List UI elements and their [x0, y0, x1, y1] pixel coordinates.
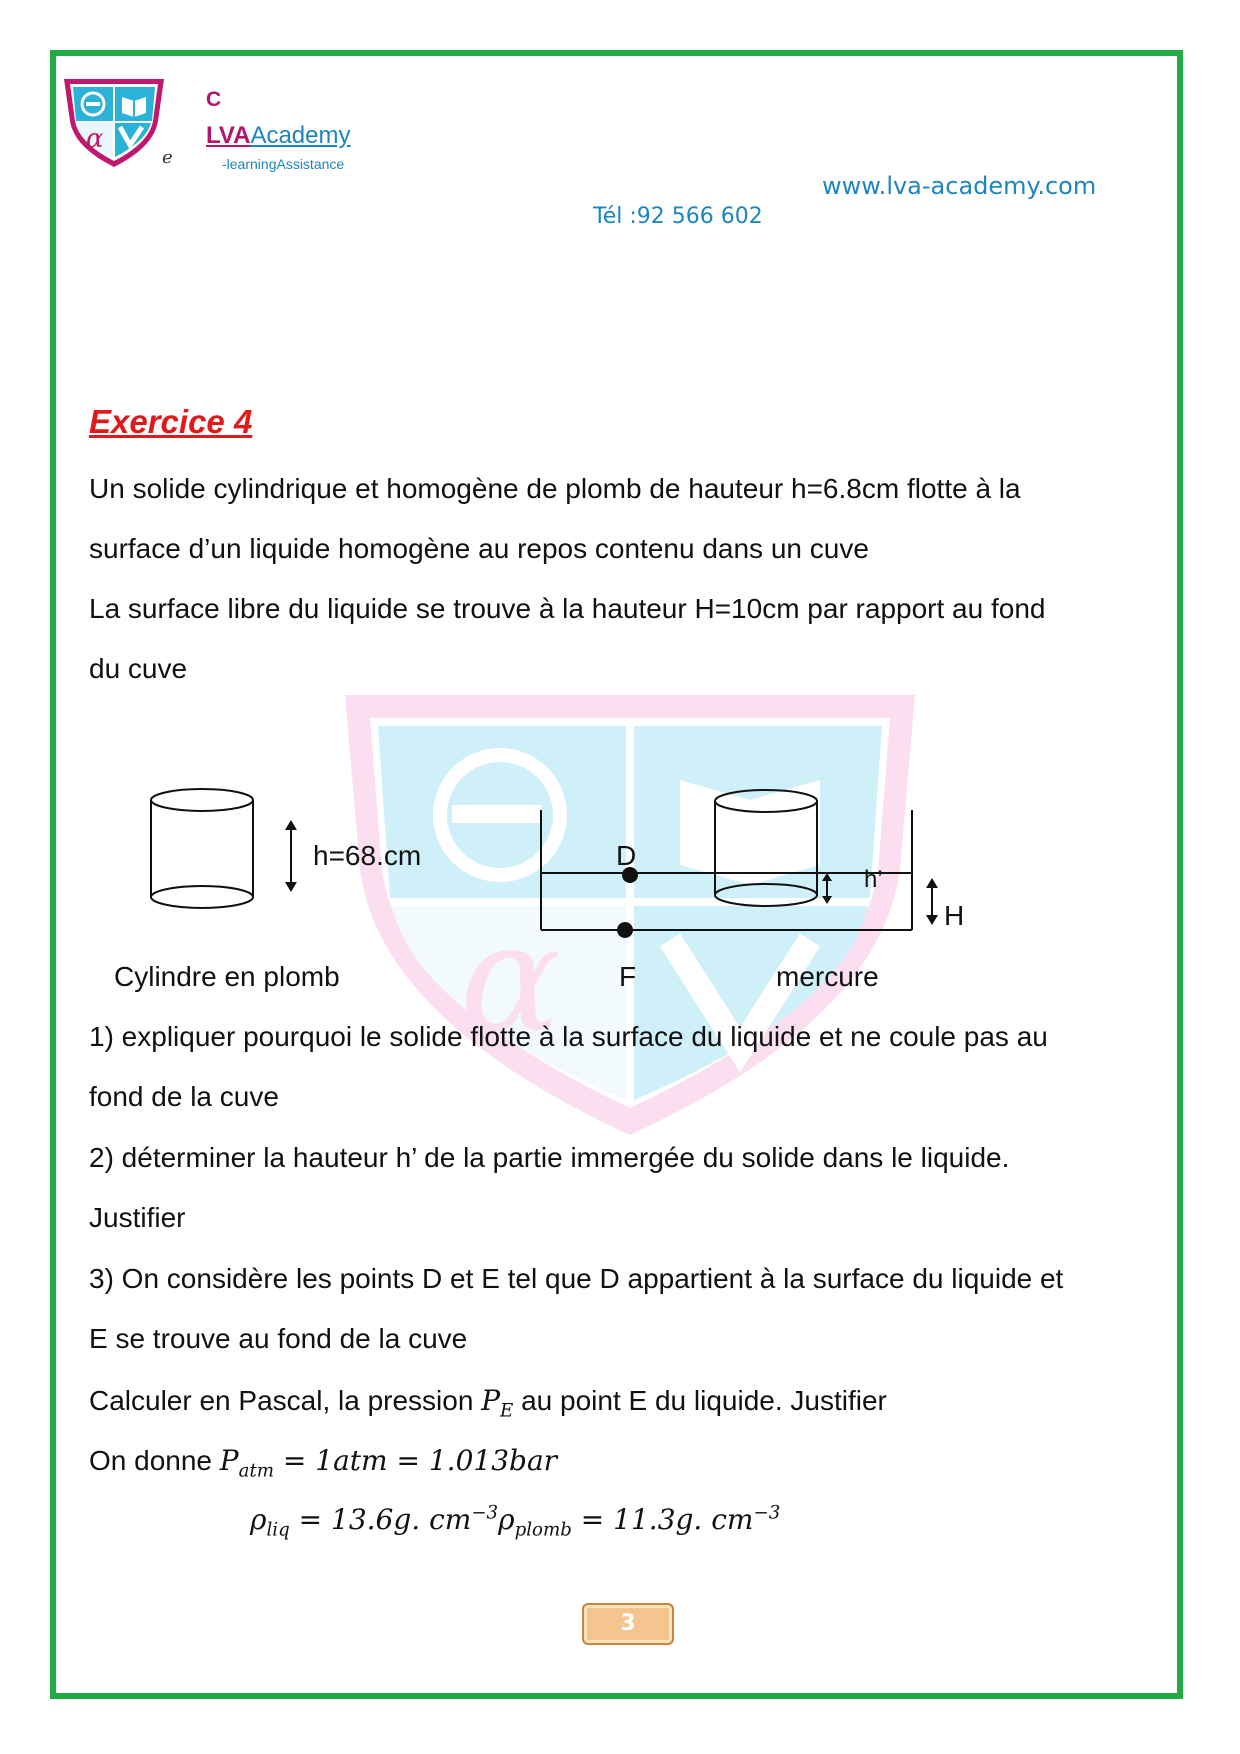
liquid-height-label: H [944, 900, 965, 931]
lva-academy-logo [58, 75, 170, 170]
given-intro: On donne [89, 1445, 220, 1476]
patm-formula [219, 1444, 558, 1482]
rho-plomb-formula [498, 1503, 781, 1541]
liquid-height-arrow [926, 878, 938, 925]
h-prime-label: h’ [864, 866, 883, 893]
q3-text-after: au point E du liquide. Justifier [513, 1385, 887, 1416]
immersed-height-arrow [822, 873, 832, 904]
page-number-badge: 3 [582, 1603, 674, 1645]
exercise-title: Exercice 4 [89, 403, 253, 440]
floating-cylinder-figure [715, 790, 817, 906]
question-3-line-1: 3) On considère les points D et E tel que D appartient à la surface du liquide et [89, 1263, 1064, 1294]
given-density-line [250, 1503, 780, 1541]
question-2-line-2: Justifier [89, 1202, 186, 1233]
statement-line-1: Un solide cylindrique et homogène de plomb de hauteur h=6.8cm flotte à la [89, 473, 1021, 504]
rho-liq-formula [250, 1503, 499, 1541]
rho-liq-value: = 13.6g. cm [289, 1503, 472, 1537]
brand-subtitle: -learningAssistance [222, 156, 345, 172]
point-f-dot [617, 922, 633, 938]
rho-plomb-letter: ρ [498, 1503, 515, 1537]
pe-subscript: E [500, 1400, 514, 1422]
statement-line-2: surface d’un liquide homogène au repos contenu dans un cuve [89, 533, 869, 564]
rho-liq-subscript: liq [266, 1519, 290, 1541]
rho-liq-letter: ρ [250, 1503, 267, 1537]
rho-plomb-exponent: −3 [753, 1503, 781, 1524]
patm-value: = 1atm = 1.013bar [274, 1444, 558, 1477]
svg-text:α: α [460, 892, 562, 1066]
q3-text-before: Calculer en Pascal, la pression [89, 1385, 482, 1416]
question-2-line-1: 2) déterminer la hauteur h’ de la partie immergée du solide dans le liquide. [89, 1142, 1010, 1173]
phone-number: Tél :92 566 602 [593, 204, 763, 229]
brand-name [206, 122, 350, 150]
given-patm-line [89, 1444, 557, 1482]
rho-plomb-value: = 11.3g. cm [571, 1503, 754, 1537]
point-d-label: D [616, 840, 637, 871]
point-f-label: F [619, 961, 637, 992]
mercure-caption: mercure [776, 961, 879, 992]
patm-letter: P [219, 1444, 239, 1477]
patm-subscript: atm [238, 1460, 275, 1482]
svg-text:α: α [86, 124, 104, 154]
tank-figure [541, 810, 912, 930]
statement-line-4: du cuve [89, 653, 188, 684]
brand-academy: Academy [250, 122, 351, 149]
rho-liq-exponent: −3 [471, 1503, 499, 1524]
brand-lva: LVA [206, 122, 251, 149]
cylinder-caption: Cylindre en plomb [114, 961, 340, 992]
question-3-line-3 [89, 1384, 887, 1422]
statement-line-3: La surface libre du liquide se trouve à la hauteur H=10cm par rapport au fond [89, 593, 1046, 624]
cylinder-height-label: h=68.cm [313, 840, 422, 871]
question-1-line-1: 1) expliquer pourquoi le solide flotte à la surface du liquide et ne coule pas au [89, 1021, 1048, 1052]
website-link[interactable]: www.lva-academy.com [822, 172, 1097, 200]
height-h-arrow [285, 820, 297, 892]
pe-letter: P [481, 1384, 501, 1417]
pressure-pe-symbol [481, 1384, 514, 1422]
lead-cylinder-figure [151, 789, 253, 908]
logo-e-mark: e [162, 147, 173, 168]
question-3-line-2: E se trouve au fond de la cuve [89, 1323, 468, 1354]
rho-plomb-subscript: plomb [514, 1519, 572, 1541]
brand-c: C [206, 88, 222, 111]
question-1-line-2: fond de la cuve [89, 1081, 279, 1112]
